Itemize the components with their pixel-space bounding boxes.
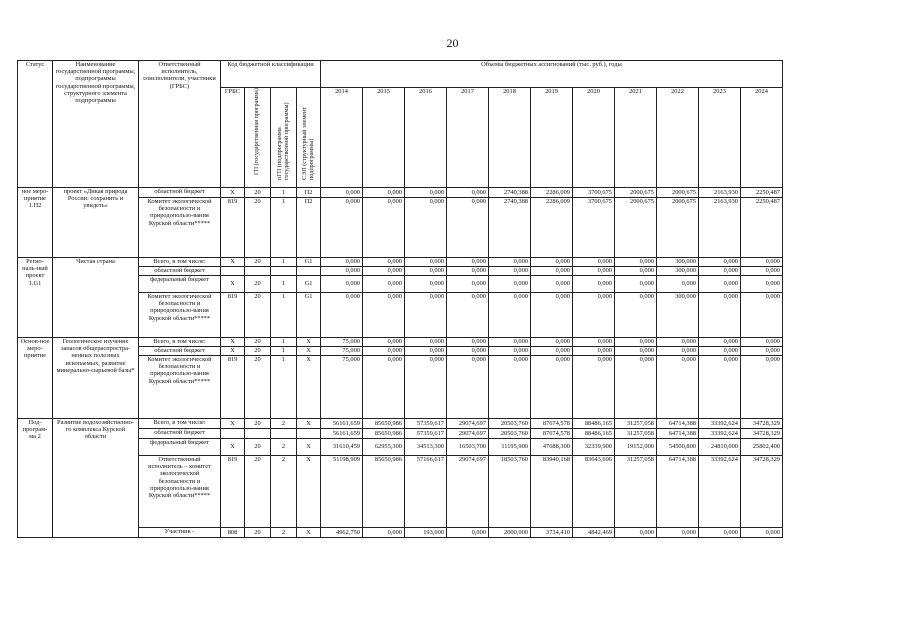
value-cell: 0,000 — [321, 276, 363, 293]
value-cell: 0,000 — [741, 338, 783, 347]
grbs-cell — [221, 267, 245, 276]
se-cell: X — [297, 419, 321, 429]
gp-cell — [245, 267, 271, 276]
header-year: 2018 — [489, 88, 531, 188]
se-cell: X — [297, 338, 321, 347]
gp-cell: 20 — [245, 439, 271, 456]
value-cell: 0,000 — [405, 347, 447, 356]
header-gp: ГП (государственная программа) — [245, 88, 271, 188]
value-cell: 0,000 — [699, 276, 741, 293]
header-year: 2022 — [657, 88, 699, 188]
gp-cell: 20 — [245, 338, 271, 347]
value-cell: 0,000 — [615, 356, 657, 419]
value-cell: 193,000 — [405, 528, 447, 538]
value-cell: 0,000 — [405, 293, 447, 338]
se-cell — [297, 429, 321, 439]
value-cell: 33392,624 — [699, 419, 741, 429]
pgp-cell: 1 — [271, 347, 297, 356]
value-cell: 0,000 — [405, 267, 447, 276]
gp-cell: 20 — [245, 188, 271, 198]
value-cell: 0,000 — [447, 198, 489, 258]
gp-cell: 20 — [245, 198, 271, 258]
se-cell: X — [297, 456, 321, 528]
grbs-cell: 819 — [221, 198, 245, 258]
pgp-cell: 1 — [271, 338, 297, 347]
header-se: СЭП (структурный элемент подпрограммы) — [297, 88, 321, 188]
value-cell: 0,000 — [531, 356, 573, 419]
value-cell: 54500,800 — [657, 439, 699, 456]
value-cell: 62955,300 — [363, 439, 405, 456]
value-cell: 0,000 — [405, 276, 447, 293]
se-cell: G1 — [297, 293, 321, 338]
se-cell — [297, 267, 321, 276]
se-cell: G1 — [297, 258, 321, 267]
value-cell: 0,000 — [657, 356, 699, 419]
value-cell: 24810,000 — [699, 439, 741, 456]
header-executor: Ответственный исполнитель, соисполнители, участники (ГРБС) — [139, 61, 221, 188]
value-cell: 0,000 — [489, 293, 531, 338]
pgp-cell: 1 — [271, 293, 297, 338]
value-cell: 29074,697 — [447, 419, 489, 429]
value-cell: 0,000 — [531, 267, 573, 276]
value-cell: 2740,388 — [489, 188, 531, 198]
value-cell: 64714,388 — [657, 456, 699, 528]
value-cell: 0,000 — [741, 293, 783, 338]
gp-cell: 20 — [245, 293, 271, 338]
pgp-cell: 2 — [271, 419, 297, 429]
executor-cell: Комитет экологической безопасности и природопользо-вания Курской области***** — [139, 198, 221, 258]
value-cell: 0,000 — [363, 293, 405, 338]
value-cell: 0,000 — [699, 347, 741, 356]
header-year: 2016 — [405, 88, 447, 188]
value-cell: 0,000 — [321, 293, 363, 338]
value-cell: 0,000 — [657, 347, 699, 356]
value-cell: 0,000 — [615, 338, 657, 347]
grbs-cell: 819 — [221, 456, 245, 528]
executor-cell: Комитет экологической безопасности и природопользо-вания Курской области***** — [139, 293, 221, 338]
value-cell: 0,000 — [741, 276, 783, 293]
se-cell: П2 — [297, 188, 321, 198]
value-cell: 0,000 — [321, 258, 363, 267]
value-cell: 20503,760 — [489, 419, 531, 429]
value-cell: 47688,300 — [531, 439, 573, 456]
value-cell: 0,000 — [699, 258, 741, 267]
value-cell: 75,000 — [321, 347, 363, 356]
value-cell: 34728,329 — [741, 429, 783, 439]
value-cell: 0,000 — [615, 347, 657, 356]
value-cell: 2740,388 — [489, 198, 531, 258]
executor-cell: Комитет экологической безопасности и природопользо-вания Курской области***** — [139, 356, 221, 419]
executor-cell: областной бюджет — [139, 429, 221, 439]
value-cell: 0,000 — [573, 338, 615, 347]
grbs-cell: X — [221, 347, 245, 356]
gp-cell: 20 — [245, 276, 271, 293]
grbs-cell: 808 — [221, 528, 245, 538]
gp-cell — [245, 429, 271, 439]
value-cell: 31610,459 — [321, 439, 363, 456]
value-cell: 0,000 — [657, 528, 699, 538]
value-cell: 0,000 — [489, 356, 531, 419]
se-cell: G1 — [297, 276, 321, 293]
value-cell: 88486,165 — [573, 429, 615, 439]
value-cell: 2000,000 — [489, 528, 531, 538]
value-cell: 0,000 — [363, 198, 405, 258]
header-year: 2020 — [573, 88, 615, 188]
se-cell: X — [297, 439, 321, 456]
value-cell: 0,000 — [573, 293, 615, 338]
value-cell: 0,000 — [321, 198, 363, 258]
value-cell: 0,000 — [699, 293, 741, 338]
gp-cell: 20 — [245, 419, 271, 429]
value-cell: 25802,400 — [741, 439, 783, 456]
value-cell: 0,000 — [321, 188, 363, 198]
value-cell: 0,000 — [363, 267, 405, 276]
value-cell: 57166,617 — [405, 456, 447, 528]
value-cell: 0,000 — [447, 258, 489, 267]
value-cell: 0,000 — [447, 528, 489, 538]
value-cell: 2000,675 — [615, 198, 657, 258]
value-cell: 0,000 — [531, 293, 573, 338]
pgp-cell — [271, 429, 297, 439]
value-cell: 0,000 — [657, 338, 699, 347]
value-cell: 85650,986 — [363, 419, 405, 429]
value-cell: 0,000 — [489, 338, 531, 347]
table-row — [18, 258, 783, 267]
executor-cell: Всего, в том числе: — [139, 338, 221, 347]
value-cell: 300,000 — [657, 258, 699, 267]
pgp-cell: 2 — [271, 439, 297, 456]
value-cell: 64714,388 — [657, 419, 699, 429]
grbs-cell: X — [221, 439, 245, 456]
value-cell: 0,000 — [741, 528, 783, 538]
value-cell: 16503,700 — [447, 439, 489, 456]
table-row — [18, 419, 783, 429]
value-cell: 0,000 — [615, 276, 657, 293]
pgp-cell: 2 — [271, 456, 297, 528]
header-year: 2023 — [699, 88, 741, 188]
value-cell: 0,000 — [741, 347, 783, 356]
value-cell: 0,000 — [363, 258, 405, 267]
table-row — [18, 338, 783, 347]
value-cell: 0,000 — [405, 356, 447, 419]
value-cell: 0,000 — [363, 276, 405, 293]
value-cell: 0,000 — [531, 258, 573, 267]
value-cell: 0,000 — [363, 338, 405, 347]
status-cell: Регио-наль-ный проект 1.G1 — [18, 258, 53, 338]
value-cell: 83643,696 — [573, 456, 615, 528]
value-cell: 0,000 — [447, 267, 489, 276]
executor-cell: Всего, в том числе: — [139, 419, 221, 429]
pgp-cell — [271, 267, 297, 276]
value-cell: 3734,410 — [531, 528, 573, 538]
value-cell: 2000,675 — [657, 198, 699, 258]
pgp-cell: 1 — [271, 198, 297, 258]
gp-cell: 20 — [245, 258, 271, 267]
header-year: 2017 — [447, 88, 489, 188]
grbs-cell: X — [221, 258, 245, 267]
value-cell: 0,000 — [363, 528, 405, 538]
name-cell: Геологическое изучение запасов общераспростра-ненных полезных ископаемых, развитие минерально-сырьевой базы* — [53, 338, 139, 419]
value-cell: 4842,469 — [573, 528, 615, 538]
executor-cell: областной бюджет — [139, 267, 221, 276]
value-cell: 0,000 — [447, 356, 489, 419]
value-cell: 18503,760 — [489, 456, 531, 528]
value-cell: 0,000 — [447, 276, 489, 293]
grbs-cell: 819 — [221, 356, 245, 419]
header-volumes: Объемы бюджетных ассигнований (тыс. руб.), годы — [321, 61, 783, 88]
value-cell: 0,000 — [405, 258, 447, 267]
value-cell: 0,000 — [699, 267, 741, 276]
name-cell: проект «Дикая природа России: сохранить и увидеть» — [53, 188, 139, 258]
value-cell: 2286,009 — [531, 188, 573, 198]
table-row — [18, 188, 783, 198]
value-cell: 31257,058 — [615, 429, 657, 439]
grbs-cell: X — [221, 276, 245, 293]
value-cell: 0,000 — [531, 347, 573, 356]
value-cell: 0,000 — [699, 356, 741, 419]
header-year: 2015 — [363, 88, 405, 188]
value-cell: 2286,009 — [531, 198, 573, 258]
name-cell: Развитие водохозяйственно-го комплекса Курской области — [53, 419, 139, 538]
value-cell: 0,000 — [573, 356, 615, 419]
value-cell: 0,000 — [573, 258, 615, 267]
value-cell: 0,000 — [615, 528, 657, 538]
value-cell: 75,000 — [321, 338, 363, 347]
value-cell: 2000,675 — [657, 188, 699, 198]
value-cell: 0,000 — [573, 267, 615, 276]
header-year: 2021 — [615, 88, 657, 188]
gp-cell: 20 — [245, 347, 271, 356]
pgp-cell: 1 — [271, 276, 297, 293]
header-year: 2019 — [531, 88, 573, 188]
status-cell: Основ-ное меро-приятие — [18, 338, 53, 419]
value-cell: 87674,578 — [531, 419, 573, 429]
value-cell: 3700,675 — [573, 198, 615, 258]
value-cell: 0,000 — [405, 198, 447, 258]
value-cell: 2250,487 — [741, 198, 783, 258]
value-cell: 0,000 — [741, 258, 783, 267]
value-cell: 0,000 — [699, 338, 741, 347]
value-cell: 85650,986 — [363, 456, 405, 528]
value-cell: 31257,058 — [615, 456, 657, 528]
gp-cell: 20 — [245, 528, 271, 538]
value-cell: 0,000 — [405, 338, 447, 347]
value-cell: 20503,760 — [489, 429, 531, 439]
executor-cell: Ответственный исполнитель – комитет экологической безопасности и природопользо-вания Курской области***** — [139, 456, 221, 528]
value-cell: 57359,617 — [405, 429, 447, 439]
value-cell: 64714,388 — [657, 429, 699, 439]
value-cell: 0,000 — [741, 267, 783, 276]
gp-cell: 20 — [245, 356, 271, 419]
value-cell: 0,000 — [363, 347, 405, 356]
executor-cell: федеральный бюджет — [139, 276, 221, 293]
executor-cell: Всего, в том числе: — [139, 258, 221, 267]
se-cell: X — [297, 356, 321, 419]
se-cell: П2 — [297, 198, 321, 258]
value-cell: 2163,930 — [699, 188, 741, 198]
status-cell: ное меро-приятие 1.П2 — [18, 188, 53, 258]
value-cell: 87674,578 — [531, 429, 573, 439]
grbs-cell: X — [221, 419, 245, 429]
value-cell: 0,000 — [489, 267, 531, 276]
value-cell: 88486,165 — [573, 419, 615, 429]
value-cell: 0,000 — [741, 356, 783, 419]
value-cell: 56161,659 — [321, 429, 363, 439]
gp-cell: 20 — [245, 456, 271, 528]
value-cell: 85650,986 — [363, 429, 405, 439]
value-cell: 34513,300 — [405, 439, 447, 456]
value-cell: 51198,909 — [321, 456, 363, 528]
header-status: Статус — [18, 61, 53, 188]
value-cell: 33392,624 — [699, 456, 741, 528]
page-number: 20 — [446, 36, 459, 50]
value-cell: 0,000 — [363, 356, 405, 419]
header-year: 2014 — [321, 88, 363, 188]
value-cell: 31257,058 — [615, 419, 657, 429]
header-pgp: пГП (подпрограмма государственной программы) — [271, 88, 297, 188]
executor-cell: областной бюджет — [139, 347, 221, 356]
header-year: 2024 — [741, 88, 783, 188]
pgp-cell: 1 — [271, 188, 297, 198]
pgp-cell: 2 — [271, 528, 297, 538]
value-cell: 0,000 — [405, 188, 447, 198]
value-cell: 0,000 — [321, 267, 363, 276]
value-cell: 0,000 — [363, 188, 405, 198]
header-name: Наименование государственной программы, подпрограммы государственной программы, структурного элемента подпрограммы — [53, 61, 139, 188]
value-cell: 19152,000 — [615, 439, 657, 456]
value-cell: 0,000 — [615, 258, 657, 267]
header-grbs: ГРБС — [221, 88, 245, 188]
value-cell: 33392,624 — [699, 429, 741, 439]
value-cell: 0,000 — [531, 276, 573, 293]
value-cell: 4962,750 — [321, 528, 363, 538]
executor-cell: Участник - — [139, 528, 221, 538]
value-cell: 34728,329 — [741, 456, 783, 528]
value-cell: 0,000 — [489, 276, 531, 293]
budget-table — [17, 60, 783, 538]
value-cell: 0,000 — [447, 293, 489, 338]
status-cell: Под-програм-ма 2 — [18, 419, 53, 538]
executor-cell: областной бюджет — [139, 188, 221, 198]
grbs-cell — [221, 429, 245, 439]
value-cell: 0,000 — [699, 528, 741, 538]
value-cell: 2163,930 — [699, 198, 741, 258]
value-cell: 83940,168 — [531, 456, 573, 528]
value-cell: 0,000 — [615, 293, 657, 338]
value-cell: 2000,675 — [615, 188, 657, 198]
pgp-cell: 1 — [271, 356, 297, 419]
value-cell: 29074,697 — [447, 429, 489, 439]
value-cell: 0,000 — [447, 338, 489, 347]
se-cell: X — [297, 528, 321, 538]
value-cell: 2250,487 — [741, 188, 783, 198]
value-cell: 0,000 — [573, 347, 615, 356]
name-cell: Чистая страна — [53, 258, 139, 338]
value-cell: 34728,329 — [741, 419, 783, 429]
value-cell: 57359,617 — [405, 419, 447, 429]
value-cell: 32339,900 — [573, 439, 615, 456]
pgp-cell: 1 — [271, 258, 297, 267]
value-cell: 29074,697 — [447, 456, 489, 528]
header-kbk: Код бюджетной классификации — [221, 61, 321, 88]
value-cell: 0,000 — [489, 347, 531, 356]
value-cell: 0,000 — [447, 347, 489, 356]
value-cell: 0,000 — [573, 276, 615, 293]
value-cell: 0,000 — [657, 276, 699, 293]
value-cell: 3700,675 — [573, 188, 615, 198]
budget-table-body — [18, 188, 783, 538]
value-cell: 300,000 — [657, 267, 699, 276]
value-cell: 56161,659 — [321, 419, 363, 429]
value-cell: 0,000 — [447, 188, 489, 198]
value-cell: 0,000 — [489, 258, 531, 267]
value-cell: 300,000 — [657, 293, 699, 338]
se-cell: X — [297, 347, 321, 356]
value-cell: 75,000 — [321, 356, 363, 419]
grbs-cell: 819 — [221, 293, 245, 338]
grbs-cell: X — [221, 338, 245, 347]
executor-cell: федеральный бюджет — [139, 439, 221, 456]
value-cell: 11195,900 — [489, 439, 531, 456]
value-cell: 0,000 — [531, 338, 573, 347]
value-cell: 0,000 — [615, 267, 657, 276]
grbs-cell: X — [221, 188, 245, 198]
